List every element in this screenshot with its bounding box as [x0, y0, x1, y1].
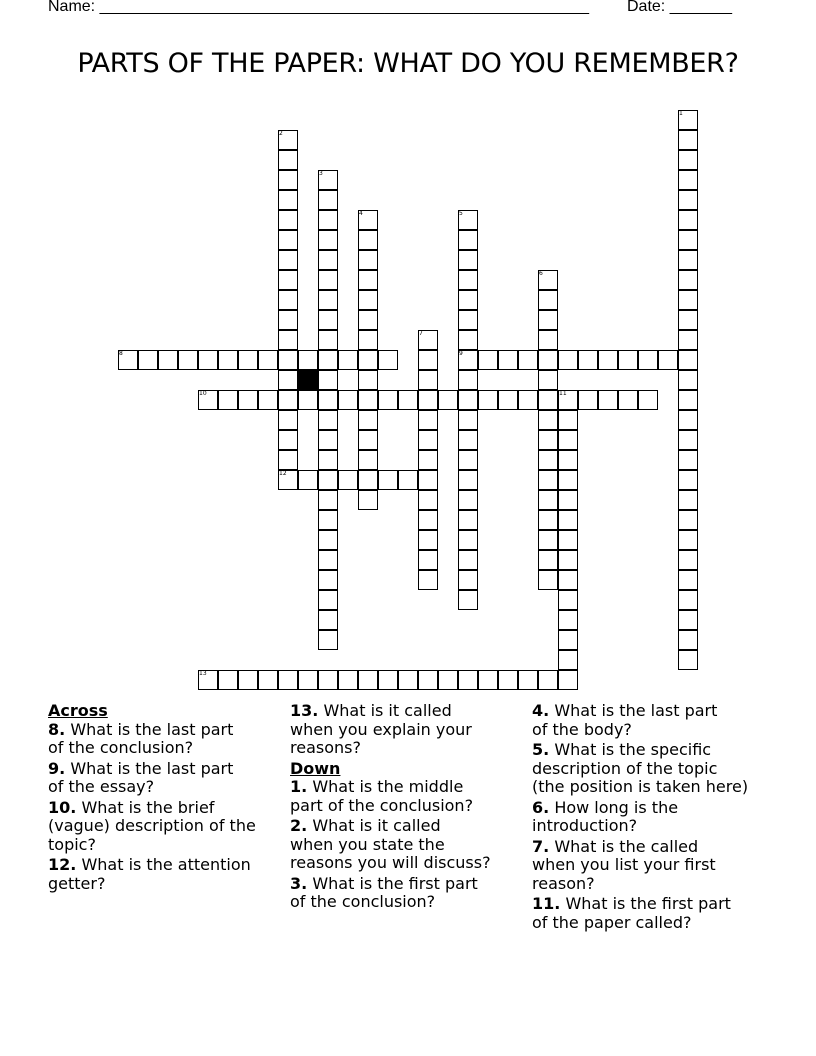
grid-cell[interactable] — [318, 490, 338, 510]
grid-cell[interactable] — [458, 450, 478, 470]
clue-text: What is the last part — [554, 701, 718, 720]
grid-clue-number: 13 — [199, 670, 207, 677]
grid-cell[interactable] — [378, 670, 398, 690]
grid-cell[interactable] — [318, 450, 338, 470]
clue-number: 12. — [48, 855, 77, 874]
grid-cell[interactable] — [678, 230, 698, 250]
grid-cell[interactable] — [318, 610, 338, 630]
date-label: Date: — [627, 0, 666, 15]
grid-cell[interactable] — [278, 270, 298, 290]
grid-cell-blocked — [298, 370, 318, 390]
grid-cell[interactable] — [278, 250, 298, 270]
grid-cell[interactable] — [498, 390, 518, 410]
grid-cell[interactable] — [678, 130, 698, 150]
grid-cell[interactable] — [278, 350, 298, 370]
clue-number: 13. — [290, 701, 319, 720]
clue-text: of the body? — [532, 719, 632, 739]
grid-cell[interactable] — [458, 370, 478, 390]
clue-number: 11. — [532, 894, 561, 913]
grid-cell[interactable] — [498, 350, 518, 370]
grid-cell[interactable] — [158, 350, 178, 370]
grid-cell[interactable] — [498, 670, 518, 690]
grid-cell[interactable] — [178, 350, 198, 370]
grid-cell[interactable] — [238, 670, 258, 690]
clue — [290, 875, 522, 912]
grid-cell[interactable] — [458, 330, 478, 350]
grid-cell[interactable] — [278, 390, 298, 410]
clue-text: What is it called — [312, 816, 441, 835]
clue — [290, 702, 522, 758]
grid-cell[interactable] — [218, 350, 238, 370]
clue — [532, 741, 802, 797]
grid-cell[interactable] — [678, 630, 698, 650]
grid-cell[interactable] — [358, 230, 378, 250]
clue-list-col3 — [532, 702, 802, 932]
grid-cell[interactable] — [358, 410, 378, 430]
grid-cell[interactable] — [418, 430, 438, 450]
clue-text: of the paper called? — [532, 912, 692, 932]
clue-list-col1 — [48, 721, 280, 894]
grid-cell[interactable] — [278, 330, 298, 350]
grid-cell[interactable] — [558, 450, 578, 470]
grid-cell[interactable] — [678, 170, 698, 190]
grid-cell[interactable] — [278, 150, 298, 170]
grid-cell[interactable] — [558, 590, 578, 610]
grid-cell[interactable] — [458, 390, 478, 410]
grid-cell[interactable] — [678, 270, 698, 290]
grid-cell[interactable] — [578, 390, 598, 410]
grid-cell[interactable] — [298, 470, 318, 490]
grid-cell[interactable] — [618, 350, 638, 370]
grid-cell[interactable] — [398, 390, 418, 410]
grid-cell[interactable] — [278, 450, 298, 470]
clue — [48, 799, 280, 855]
grid-cell[interactable] — [318, 570, 338, 590]
grid-cell[interactable] — [238, 390, 258, 410]
grid-cell[interactable] — [538, 550, 558, 570]
grid-cell[interactable] — [318, 390, 338, 410]
grid-cell[interactable] — [438, 390, 458, 410]
grid-cell[interactable] — [358, 450, 378, 470]
grid-cell[interactable] — [678, 210, 698, 230]
grid-cell[interactable] — [398, 470, 418, 490]
grid-cell[interactable] — [218, 390, 238, 410]
grid-cell[interactable] — [358, 490, 378, 510]
grid-cell[interactable] — [458, 250, 478, 270]
grid-cell[interactable] — [318, 510, 338, 530]
grid-cell[interactable] — [278, 290, 298, 310]
grid-cell[interactable] — [458, 230, 478, 250]
clue-number: 7. — [532, 836, 550, 856]
grid-cell[interactable] — [318, 330, 338, 350]
clue — [532, 895, 802, 932]
grid-cell[interactable] — [278, 190, 298, 210]
grid-cell[interactable] — [338, 350, 358, 370]
grid-cell[interactable] — [478, 670, 498, 690]
clue — [48, 721, 280, 758]
clue-text: What is the brief — [81, 797, 215, 817]
grid-cell[interactable] — [458, 470, 478, 490]
grid-cell[interactable] — [678, 430, 698, 450]
grid-cell[interactable] — [678, 550, 698, 570]
grid-cell[interactable] — [518, 350, 538, 370]
grid-cell[interactable] — [218, 670, 238, 690]
grid-cell[interactable] — [458, 270, 478, 290]
grid-cell[interactable] — [538, 350, 558, 370]
grid-cell[interactable] — [358, 390, 378, 410]
clue-column-2 — [290, 702, 522, 914]
grid-clue-number: 11 — [559, 390, 567, 397]
grid-cell[interactable] — [278, 230, 298, 250]
grid-cell[interactable] — [678, 370, 698, 390]
grid-cell[interactable] — [678, 250, 698, 270]
grid-cell[interactable] — [618, 390, 638, 410]
date-blank[interactable]: _______ — [669, 0, 732, 15]
grid-cell[interactable] — [318, 350, 338, 370]
across-heading: Across — [48, 701, 108, 720]
grid-cell[interactable] — [678, 190, 698, 210]
clue-text: description of the topic — [532, 758, 718, 778]
grid-cell[interactable] — [318, 210, 338, 230]
grid-cell[interactable] — [378, 390, 398, 410]
grid-cell[interactable] — [678, 530, 698, 550]
grid-cell[interactable] — [338, 670, 358, 690]
grid-cell[interactable] — [538, 330, 558, 350]
grid-cell[interactable] — [418, 410, 438, 430]
grid-cell[interactable] — [278, 170, 298, 190]
grid-cell[interactable] — [198, 350, 218, 370]
grid-cell[interactable] — [558, 630, 578, 650]
grid-cell[interactable] — [418, 450, 438, 470]
clue-number: 6. — [532, 797, 550, 817]
grid-cell[interactable] — [678, 350, 698, 370]
clue-column-1 — [48, 702, 280, 895]
grid-clue-number: 1 — [679, 110, 683, 117]
clue-text: reason? — [532, 873, 595, 893]
grid-cell[interactable] — [678, 510, 698, 530]
grid-cell[interactable] — [538, 510, 558, 530]
grid-cell[interactable] — [338, 390, 358, 410]
grid-cell[interactable] — [658, 350, 678, 370]
grid-cell[interactable] — [678, 590, 698, 610]
grid-cell[interactable] — [478, 390, 498, 410]
grid-cell[interactable] — [278, 430, 298, 450]
grid-cell[interactable] — [538, 290, 558, 310]
grid-cell[interactable] — [558, 550, 578, 570]
grid-cell[interactable] — [418, 570, 438, 590]
grid-clue-number: 6 — [539, 270, 543, 277]
grid-cell[interactable] — [458, 430, 478, 450]
grid-clue-number: 8 — [119, 350, 123, 357]
grid-cell[interactable] — [538, 670, 558, 690]
grid-cell[interactable] — [458, 550, 478, 570]
clue — [532, 838, 802, 894]
clue-text: What is the first part — [312, 873, 478, 893]
grid-cell[interactable] — [678, 450, 698, 470]
grid-cell[interactable] — [358, 330, 378, 350]
grid-cell[interactable] — [278, 310, 298, 330]
grid-clue-number: 10 — [199, 390, 207, 397]
grid-cell[interactable] — [318, 630, 338, 650]
grid-cell[interactable] — [538, 450, 558, 470]
clue-text: of the conclusion? — [290, 892, 436, 911]
grid-cell[interactable] — [458, 490, 478, 510]
grid-cell[interactable] — [538, 570, 558, 590]
grid-clue-number: 3 — [319, 170, 323, 177]
grid-cell[interactable] — [558, 510, 578, 530]
grid-cell[interactable] — [318, 430, 338, 450]
grid-cell[interactable] — [318, 310, 338, 330]
grid-cell[interactable] — [278, 670, 298, 690]
grid-cell[interactable] — [458, 310, 478, 330]
clue-text: What is the last part — [70, 758, 234, 778]
grid-cell[interactable] — [458, 590, 478, 610]
grid-cell[interactable] — [578, 350, 598, 370]
grid-cell[interactable] — [318, 670, 338, 690]
clue-number: 2. — [290, 816, 308, 835]
grid-cell[interactable] — [358, 250, 378, 270]
page-title: PARTS OF THE PAPER: WHAT DO YOU REMEMBER? — [77, 48, 739, 79]
grid-clue-number: 7 — [419, 330, 423, 337]
clue-number: 3. — [290, 873, 308, 893]
clue-text: getter? — [48, 873, 106, 893]
grid-cell[interactable] — [558, 650, 578, 670]
grid-cell[interactable] — [318, 590, 338, 610]
clue-list-col2-down — [290, 778, 522, 912]
clue — [532, 702, 802, 739]
grid-cell[interactable] — [358, 670, 378, 690]
grid-cell[interactable] — [458, 410, 478, 430]
grid-cell[interactable] — [358, 430, 378, 450]
grid-cell[interactable] — [238, 350, 258, 370]
grid-cell[interactable] — [538, 410, 558, 430]
grid-cell[interactable] — [398, 670, 418, 690]
grid-cell[interactable] — [378, 350, 398, 370]
grid-cell[interactable] — [678, 410, 698, 430]
grid-cell[interactable] — [318, 230, 338, 250]
grid-cell[interactable] — [358, 290, 378, 310]
clue-number: 5. — [532, 740, 550, 759]
name-label: Name: — [48, 0, 96, 15]
grid-cell[interactable] — [678, 650, 698, 670]
grid-cell[interactable] — [318, 410, 338, 430]
grid-clue-number: 12 — [279, 470, 287, 477]
clue-text: reasons? — [290, 738, 361, 757]
grid-cell[interactable] — [358, 370, 378, 390]
grid-cell[interactable] — [538, 310, 558, 330]
grid-cell[interactable] — [318, 370, 338, 390]
grid-cell[interactable] — [678, 390, 698, 410]
clue-text: What is the specific — [554, 740, 712, 759]
grid-cell[interactable] — [258, 350, 278, 370]
grid-clue-number: 5 — [459, 210, 463, 217]
clue — [532, 799, 802, 836]
grid-cell[interactable] — [638, 350, 658, 370]
clue-text: reasons you will discuss? — [290, 853, 491, 872]
grid-cell[interactable] — [418, 470, 438, 490]
clue-text: of the essay? — [48, 777, 155, 796]
grid-cell[interactable] — [298, 670, 318, 690]
grid-cell[interactable] — [358, 310, 378, 330]
grid-cell[interactable] — [138, 350, 158, 370]
grid-cell[interactable] — [418, 510, 438, 530]
grid-cell[interactable] — [378, 470, 398, 490]
grid-cell[interactable] — [538, 370, 558, 390]
grid-cell[interactable] — [558, 670, 578, 690]
clue — [290, 778, 522, 815]
grid-cell[interactable] — [418, 550, 438, 570]
grid-cell[interactable] — [318, 250, 338, 270]
clue-text: What is it called — [323, 701, 452, 720]
grid-cell[interactable] — [258, 390, 278, 410]
grid-cell[interactable] — [678, 310, 698, 330]
grid-cell[interactable] — [558, 470, 578, 490]
grid-cell[interactable] — [638, 390, 658, 410]
grid-cell[interactable] — [358, 270, 378, 290]
grid-cell[interactable] — [678, 330, 698, 350]
grid-cell[interactable] — [538, 490, 558, 510]
grid-cell[interactable] — [538, 430, 558, 450]
clue-text: What is the last part — [70, 719, 234, 739]
clue-text: How long is the — [554, 797, 679, 817]
grid-cell[interactable] — [458, 290, 478, 310]
clue-text: What is the middle — [312, 777, 464, 796]
grid-cell[interactable] — [458, 670, 478, 690]
grid-cell[interactable] — [338, 470, 358, 490]
clue-text: (the position is taken here) — [532, 777, 749, 796]
grid-cell[interactable] — [318, 270, 338, 290]
grid-cell[interactable] — [678, 290, 698, 310]
grid-cell[interactable] — [358, 350, 378, 370]
clue-text: when you state the — [290, 834, 445, 854]
grid-clue-number: 4 — [359, 210, 363, 217]
grid-cell[interactable] — [418, 670, 438, 690]
grid-cell[interactable] — [418, 350, 438, 370]
grid-cell[interactable] — [278, 370, 298, 390]
grid-cell[interactable] — [298, 390, 318, 410]
grid-cell[interactable] — [558, 410, 578, 430]
grid-cell[interactable] — [678, 490, 698, 510]
clue-number: 4. — [532, 701, 550, 720]
grid-cell[interactable] — [318, 530, 338, 550]
clue-text: (vague) description of the — [48, 816, 256, 835]
down-heading: Down — [290, 758, 341, 778]
grid-cell[interactable] — [418, 390, 438, 410]
grid-cell[interactable] — [318, 290, 338, 310]
clue-text: when you list your first — [532, 855, 716, 874]
grid-cell[interactable] — [538, 530, 558, 550]
clue-number: 1. — [290, 777, 308, 796]
grid-cell[interactable] — [558, 610, 578, 630]
clue-text: introduction? — [532, 816, 638, 835]
grid-cell[interactable] — [598, 390, 618, 410]
grid-cell[interactable] — [518, 390, 538, 410]
clue-column-3 — [532, 702, 802, 934]
clue-text: part of the conclusion? — [290, 795, 474, 815]
clue-number: 9. — [48, 758, 66, 778]
grid-cell[interactable] — [678, 150, 698, 170]
grid-cell[interactable] — [598, 350, 618, 370]
clue-number: 8. — [48, 719, 66, 739]
clue-number: 10. — [48, 797, 77, 817]
name-blank[interactable]: _______________________________________________________ — [99, 0, 589, 15]
clue-list-col2-across — [290, 702, 522, 758]
grid-cell[interactable] — [418, 370, 438, 390]
grid-cell[interactable] — [278, 410, 298, 430]
clue-text: when you explain your — [290, 719, 472, 739]
grid-cell[interactable] — [558, 350, 578, 370]
grid-clue-number: 9 — [459, 350, 463, 357]
grid-cell[interactable] — [678, 470, 698, 490]
grid-cell[interactable] — [518, 670, 538, 690]
grid-cell[interactable] — [538, 390, 558, 410]
grid-cell[interactable] — [558, 430, 578, 450]
grid-cell[interactable] — [278, 210, 298, 230]
clue-text: topic? — [48, 834, 96, 854]
grid-cell[interactable] — [458, 530, 478, 550]
grid-cell[interactable] — [358, 470, 378, 490]
grid-cell[interactable] — [558, 570, 578, 590]
grid-cell[interactable] — [558, 490, 578, 510]
clue-text: What is the attention — [81, 855, 251, 874]
grid-clue-number: 2 — [279, 130, 283, 137]
grid-cell[interactable] — [418, 490, 438, 510]
grid-cell[interactable] — [458, 570, 478, 590]
grid-cell[interactable] — [258, 670, 278, 690]
grid-cell[interactable] — [438, 670, 458, 690]
clue — [290, 817, 522, 873]
clue — [48, 760, 280, 797]
grid-cell[interactable] — [318, 550, 338, 570]
grid-cell[interactable] — [418, 530, 438, 550]
grid-cell[interactable] — [298, 350, 318, 370]
grid-cell[interactable] — [318, 470, 338, 490]
grid-cell[interactable] — [538, 470, 558, 490]
grid-cell[interactable] — [318, 190, 338, 210]
clue-text: of the conclusion? — [48, 738, 194, 757]
grid-cell[interactable] — [678, 570, 698, 590]
grid-cell[interactable] — [678, 610, 698, 630]
clue-text: What is the first part — [565, 894, 731, 913]
clue — [48, 856, 280, 893]
grid-cell[interactable] — [458, 510, 478, 530]
grid-cell[interactable] — [558, 530, 578, 550]
grid-cell[interactable] — [478, 350, 498, 370]
clue-text: What is the called — [554, 836, 699, 856]
